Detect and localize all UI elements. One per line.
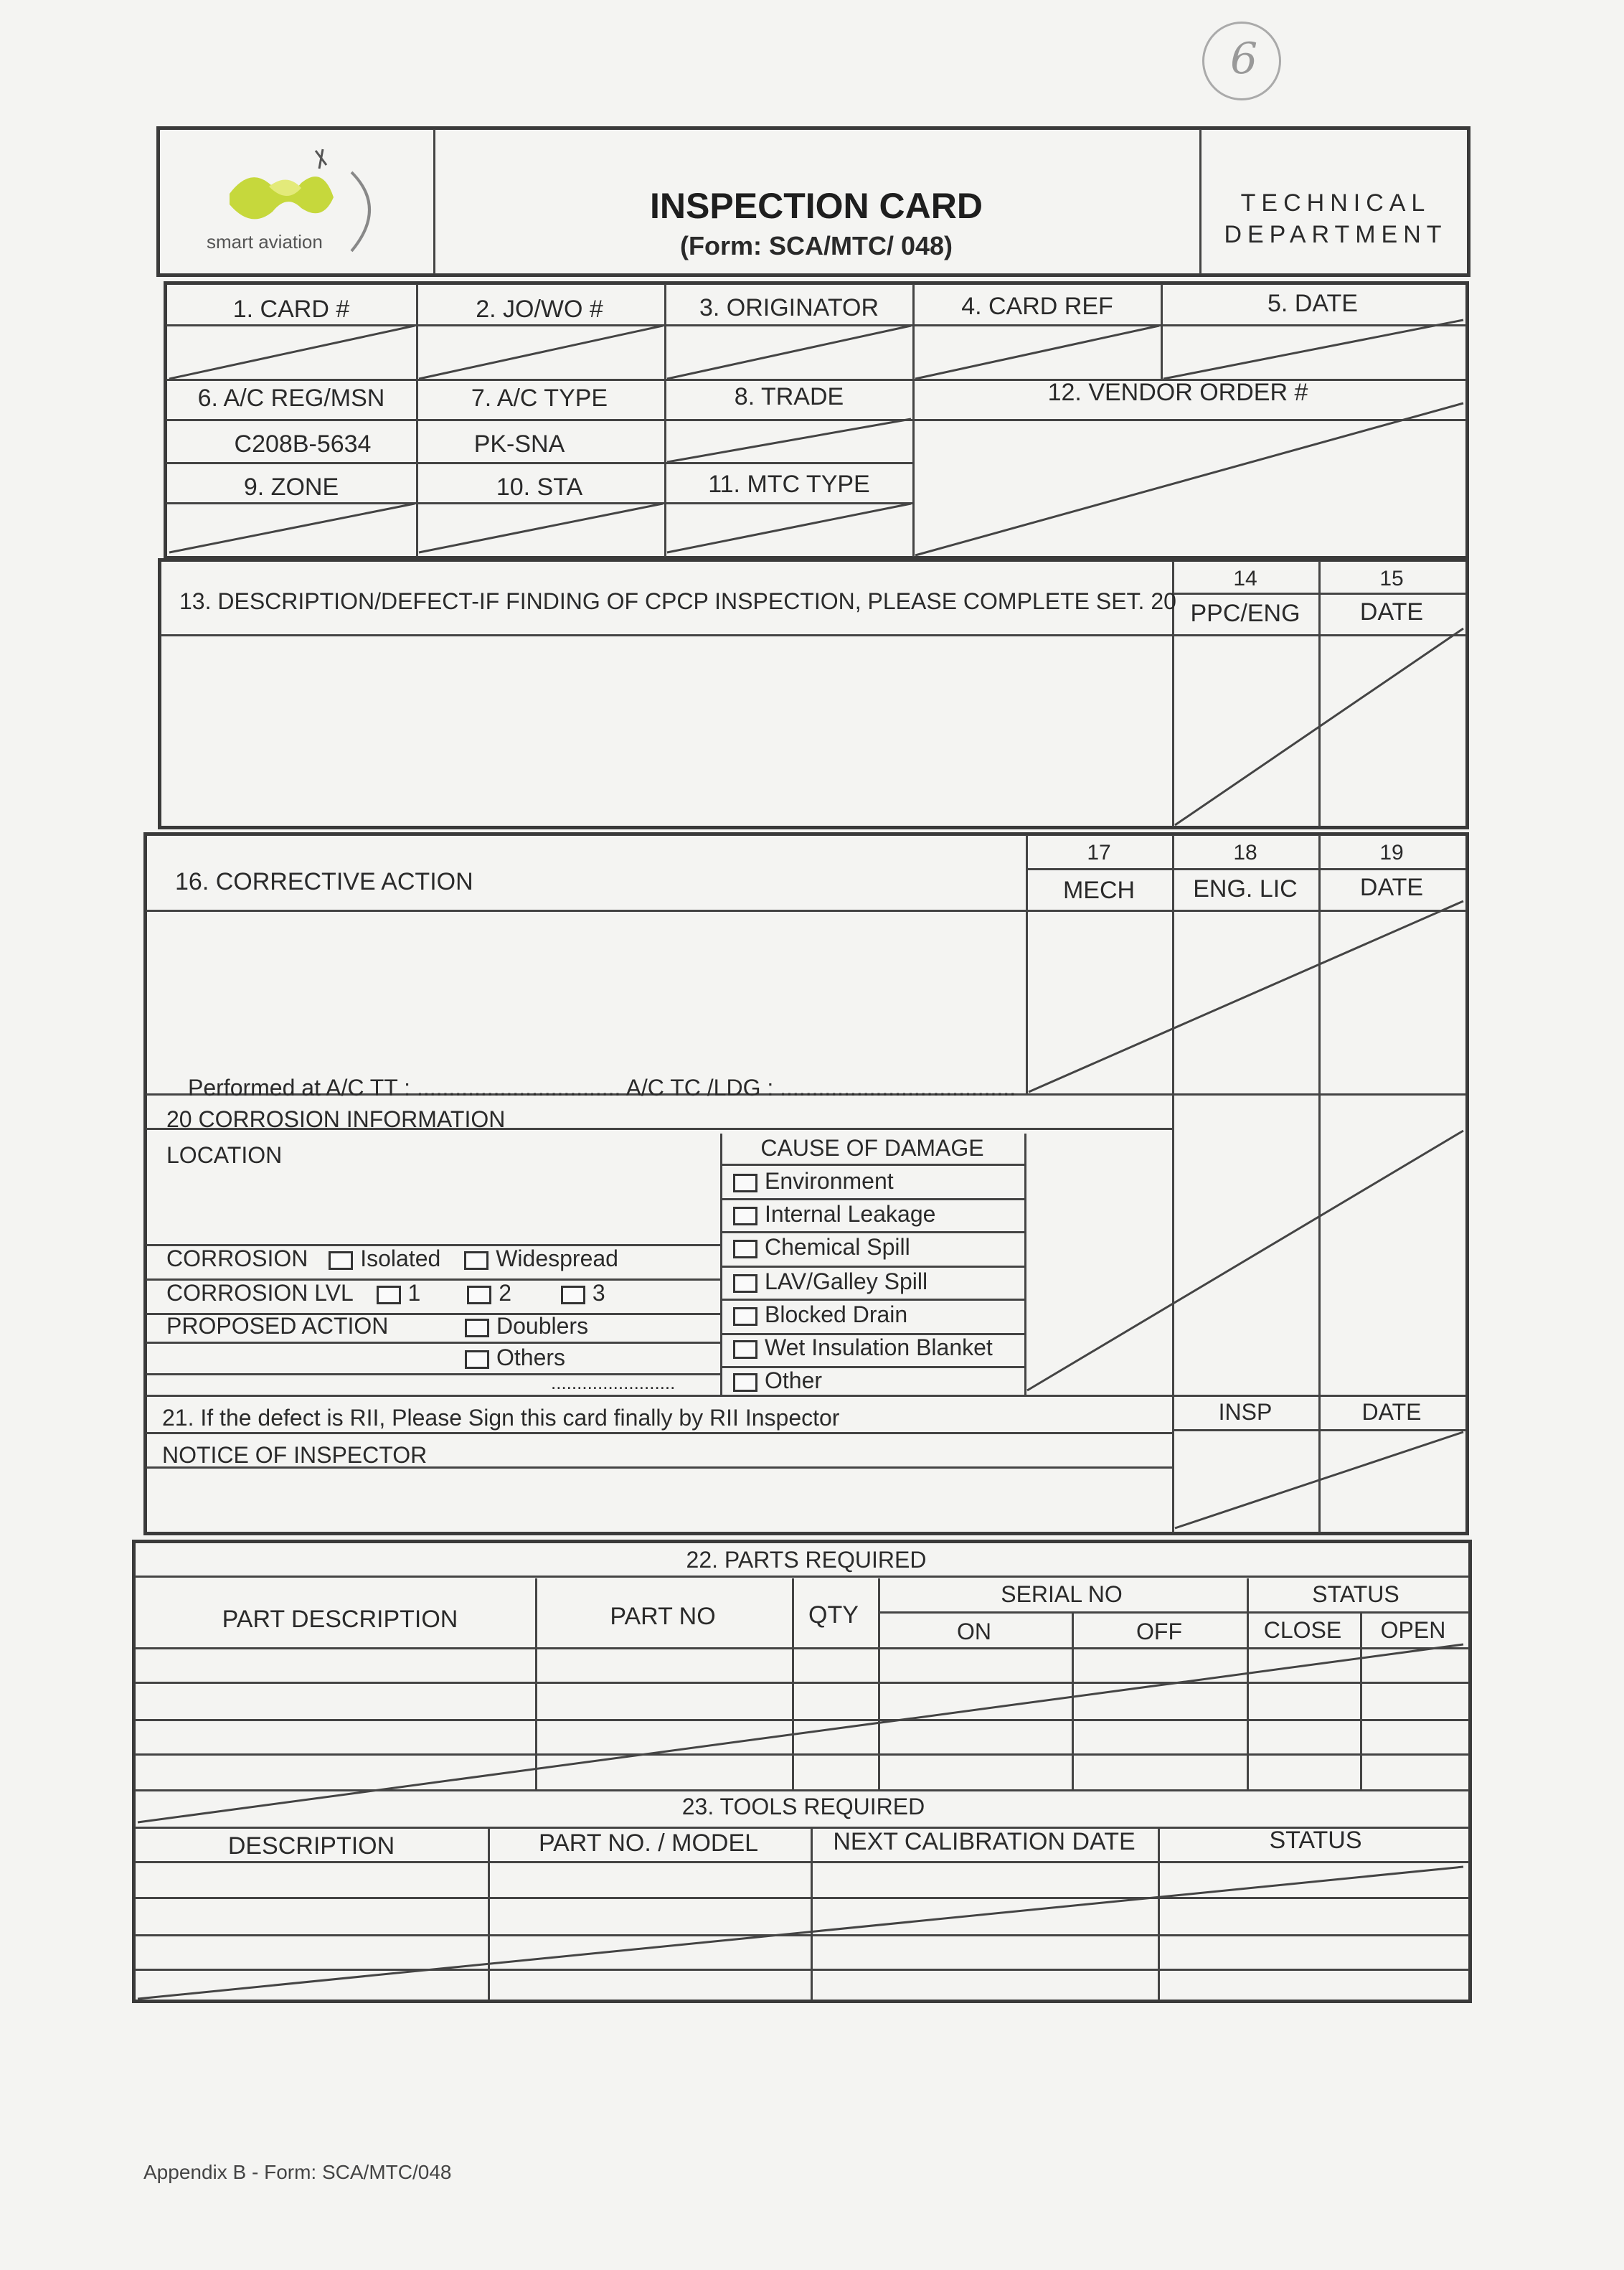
strike-line (667, 326, 911, 379)
col-18-label: ENG. LIC (1193, 875, 1298, 903)
description-label: 13. DESCRIPTION/DEFECT-IF FINDING OF CPCP INSPECTION, PLEASE COMPLETE SET. 20 (179, 588, 1176, 614)
corrective-action-label: 16. CORRECTIVE ACTION (175, 868, 473, 895)
date-label: 5. DATE (1267, 290, 1358, 317)
strike-line (667, 504, 911, 552)
tools-status-header: STATUS (1269, 1827, 1362, 1854)
tools-description-header: DESCRIPTION (227, 1832, 395, 1860)
strike-line (138, 1644, 1463, 1822)
part-description-header: PART DESCRIPTION (222, 1606, 458, 1633)
performed-at-line: Performed at A/C TT : ................................ A/C TC /LDG : ..................................... (188, 1075, 1016, 1101)
card-ref-label: 4. CARD REF (961, 293, 1113, 320)
mtc-type-label: 11. MTC TYPE (708, 471, 870, 498)
card-number-label: 1. CARD # (232, 296, 350, 323)
originator-label: 3. ORIGINATOR (699, 294, 879, 321)
dept-line-1: TECHNICAL (1240, 189, 1431, 217)
ac-type-value: PK-SNA (473, 430, 565, 458)
strike-line (138, 1867, 1463, 1999)
part-no-header: PART NO (610, 1603, 716, 1630)
ac-reg-label: 6. A/C REG/MSN (197, 385, 385, 412)
col-17-label: MECH (1062, 877, 1136, 904)
form-title: INSPECTION CARD (650, 186, 983, 226)
proposed-action-label: PROPOSED ACTION (166, 1313, 389, 1339)
tools-calibration-header: NEXT CALIBRATION DATE (833, 1828, 1136, 1855)
cause-of-damage-header: CAUSE OF DAMAGE (760, 1135, 984, 1161)
strike-line (915, 403, 1463, 555)
strike-line (169, 326, 415, 379)
sta-label: 10. STA (496, 474, 583, 501)
col-18-number: 18 (1233, 841, 1257, 865)
strike-line (1175, 1432, 1463, 1528)
col-19-number: 19 (1379, 841, 1404, 865)
others-dots: ........................ (551, 1372, 676, 1393)
jo-wo-label: 2. JO/WO # (476, 296, 603, 323)
qty-header: QTY (808, 1601, 859, 1629)
corrosion-level-row: CORROSION LVL 1 2 3 (166, 1280, 605, 1306)
col-15-number: 15 (1379, 567, 1404, 590)
strike-line (667, 419, 911, 462)
rii-instruction: 21. If the defect is RII, Please Sign this card finally by RII Inspector (162, 1405, 840, 1431)
serial-on-header: ON (957, 1619, 991, 1644)
location-label: LOCATION (166, 1142, 283, 1168)
cause-item: Internal Leakage (733, 1201, 935, 1228)
page-number-text: 6 (1230, 34, 1258, 84)
col-14-number: 14 (1233, 567, 1257, 590)
cause-item: LAV/Galley Spill (733, 1268, 927, 1295)
tools-part-model-header: PART NO. / MODEL (538, 1829, 759, 1857)
ac-reg-value: C208B-5634 (234, 430, 372, 458)
status-open-header: OPEN (1380, 1617, 1446, 1643)
insp-label: INSP (1218, 1399, 1273, 1425)
tools-required-title: 23. TOOLS REQUIRED (681, 1794, 925, 1819)
cause-item: Environment (733, 1168, 894, 1195)
strike-line (1027, 1131, 1463, 1390)
strike-line (169, 504, 415, 552)
parts-required-title: 22. PARTS REQUIRED (686, 1547, 927, 1573)
doublers-option: Doublers (465, 1313, 588, 1339)
col-15-label: DATE (1359, 598, 1424, 626)
cause-item: Blocked Drain (733, 1301, 907, 1328)
cause-item: Chemical Spill (733, 1234, 910, 1261)
status-close-header: CLOSE (1263, 1617, 1342, 1643)
others-option: Others (465, 1344, 565, 1371)
col-14-label: PPC/ENG (1190, 600, 1300, 627)
strike-line (419, 326, 663, 379)
strike-line (915, 326, 1159, 379)
trade-label: 8. TRADE (734, 383, 844, 410)
col-17-number: 17 (1087, 841, 1111, 865)
strike-line (1163, 320, 1463, 379)
corrosion-info-label: 20 CORROSION INFORMATION (166, 1106, 506, 1132)
logo-text: smart aviation (207, 231, 323, 253)
status-header: STATUS (1312, 1581, 1399, 1607)
form-code: (Form: SCA/MTC/ 048) (679, 231, 953, 260)
ac-type-label: 7. A/C TYPE (471, 385, 608, 412)
footer-appendix: Appendix B - Form: SCA/MTC/048 (143, 2161, 452, 2183)
strike-line (1029, 901, 1463, 1092)
serial-no-header: SERIAL NO (1001, 1581, 1123, 1607)
strike-line (419, 504, 663, 552)
serial-off-header: OFF (1136, 1619, 1182, 1644)
strike-line (1175, 628, 1463, 825)
vendor-order-label: 12. VENDOR ORDER # (1047, 379, 1308, 406)
corrosion-type-row: CORROSION Isolated Widespread (166, 1245, 618, 1271)
notice-of-inspector: NOTICE OF INSPECTOR (162, 1442, 428, 1468)
col-19-label: DATE (1359, 874, 1424, 901)
dept-line-2: DEPARTMENT (1224, 221, 1448, 248)
zone-label: 9. ZONE (243, 474, 339, 501)
cause-item: Wet Insulation Blanket (733, 1334, 993, 1361)
cause-item: Other (733, 1367, 822, 1394)
rii-date-label: DATE (1361, 1399, 1422, 1425)
